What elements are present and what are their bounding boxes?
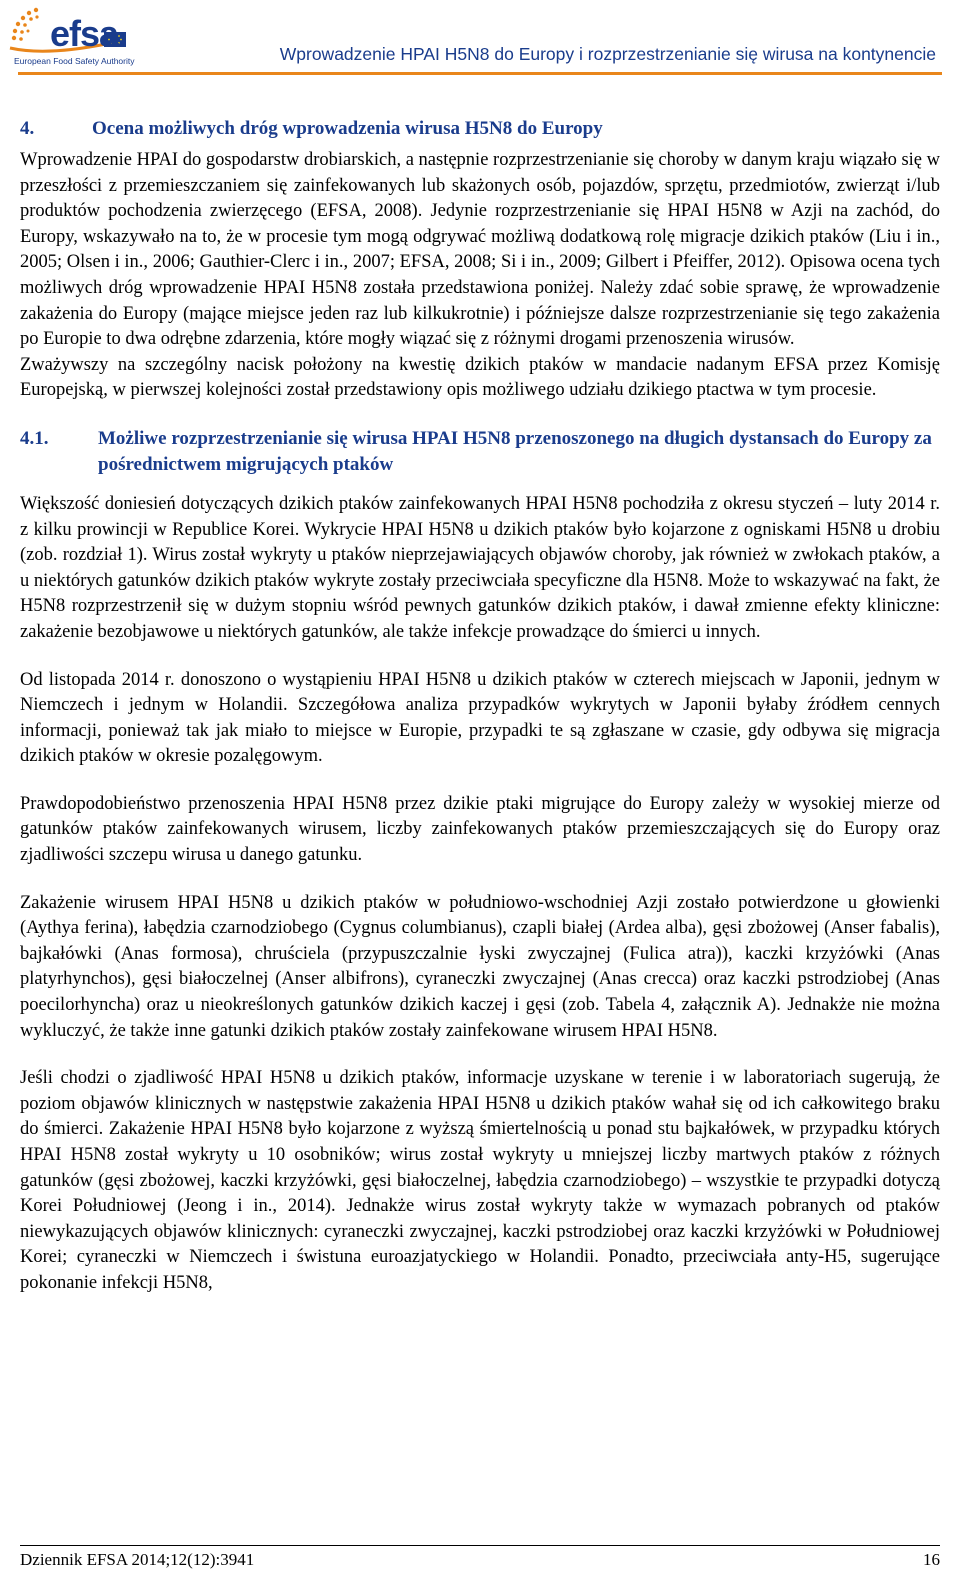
- running-head: Wprowadzenie HPAI H5N8 do Europy i rozprzestrzenianie się wirusa na kontynencie: [279, 44, 936, 64]
- paragraph: Prawdopodobieństwo przenoszenia HPAI H5N8 przez dzikie ptaki migrujące do Europy zależy w wysokiej mierze od gatunków ptaków zainfekowanych wirusem, liczby zainfekowanych ptaków przemieszczających się do Europy oraz zjadliwości szczepu wirusa u danego gatunku.: [20, 793, 940, 866]
- page-number: 16: [923, 1550, 940, 1569]
- journal-citation: Dziennik EFSA 2014;12(12):3941: [20, 1550, 255, 1569]
- paragraph: Jeśli chodzi o zjadliwość HPAI H5N8 u dzikich ptaków, informacje uzyskane w terenie i w laboratoriach sugerują, że poziom objawów klinicznych w następstwie zakażenia HPAI H5N8 u dzikich ptaków wahał się od ich całkowitego braku do śmierci. Zakażenie HPAI H5N8 było kojarzone z wyższą śmiertelnością u ponad stu bajkałówek, w przypadku których HPAI H5N8 został wykryty u 10 osobników; wirus został wykryty u mniejszej liczby martwych ptaków z różnych gatunków (gęsi zbożowej, kaczki krzyżówki, gęsi białoczelnej, łabędzia czarnodziobego) – wszystkie te przypadki dotyczą Korei Południowej (Jeong i in., 2014). Jednakże wirus został wykryty także w wymazach pobranych od ptaków niewykazujących objawów klinicznych: cyraneczki zwyczajnej, kaczki pstrodziobej oraz kaczki krzyżówki w Południowej Korei; cyraneczki w Niemczech i świstuna euroazjatyckiego w Holandii. Ponadto, przeciwciała anty-H5, sugerujące pokonanie infekcji H5N8,: [20, 1068, 940, 1293]
- page-footer: [20, 1545, 940, 1569]
- section-4-heading: [20, 116, 940, 142]
- paragraph: Zważywszy na szczególny nacisk położony na kwestię dzikich ptaków w mandacie nadanym EFSA przez Komisję Europejską, w pierwszej kolejności został przedstawiony opis możliwego udziału dzikiego ptactwa w tym procesie.: [20, 354, 940, 401]
- section-number: 4.: [20, 118, 35, 139]
- paragraph: Wprowadzenie HPAI do gospodarstw drobiarskich, a następnie rozprzestrzenianie się choroby w danym kraju wiązało się w przeszłości z przemieszczaniem się zainfekowanych lub skażonych osób, pojazdów, sprzętu, przedmiotów, zwierząt i/lub produktów pochodzenia zwierzęcego (EFSA, 2008). Jedynie rozprzestrzenianie się HPAI H5N8 w Azji na zachód, do Europy, wskazywało na to, że w procesie tym mogą odgrywać możliwą dodatkową rolę migracje dzikich ptaków (Liu i in., 2005; Olsen i in., 2006; Gauthier-Clerc i in., 2007; EFSA, 2008; Si i in., 2009; Gilbert i Pfeiffer, 2012). Opisowa ocena tych możliwych dróg wprowadzenie HPAI H5N8 została przedstawiona poniżej. Należy zdać sobie sprawę, że wprowadzenie zakażenia do Europy (mające miejsce jeden raz lub kilkukrotnie) i późniejsze dalsze rozprzestrzenianie się tego zakażenia po Europie to dwa odrębne zdarzenia, które mogły wiązać się z różnymi drogami przenoszenia wirusów.: [20, 150, 940, 350]
- section-number: 4.1.: [20, 427, 49, 449]
- logo-wordmark: efsa: [50, 13, 119, 54]
- section-title: Ocena możliwych dróg wprowadzenia wirusa H5N8 do Europy: [92, 118, 603, 139]
- logo-subtitle: European Food Safety Authority: [14, 56, 135, 66]
- efsa-logo: [6, 4, 136, 68]
- paragraph: Od listopada 2014 r. donoszono o wystąpieniu HPAI H5N8 u dzikich ptaków w czterech miejscach w Japonii, jednym w Niemczech i jednym w Holandii. Szczegółowa analiza przypadków wykrytych w Japonii byłaby źródłem cennych informacji, ponieważ tak jak miało to miejsce w Europie, przypadki te są zgłaszane w czasie, gdy odbywa się migracja dzikich ptaków w okresie pozalęgowym.: [20, 669, 940, 767]
- page-header: [0, 0, 960, 80]
- section-title: Możliwe rozprzestrzenianie się wirusa HPAI H5N8 przenoszonego na długich dystansach do Europy za pośrednictwem migrujących ptaków: [98, 427, 932, 475]
- header-rule: [18, 72, 942, 75]
- paragraph: Zakażenie wirusem HPAI H5N8 u dzikich ptaków w południowo-wschodniej Azji zostało potwierdzone u głowienki (Aythya ferina), łabędzia czarnodziobego (Cygnus columbianus), czapli białej (Ardea alba), gęsi zbożowej (Anser fabalis), bajkałówki (Anas formosa), chruściela (przypuszczalnie łyski zwyczajnej (Fulica atra)), kaczki krzyżówki (Anas platyrhynchos), gęsi białoczelnej (Anser albifrons), cyraneczki zwyczajnej (Anas crecca) oraz kaczki pstrodziobej (Anas poecilorhyncha) oraz u nieokreślonych gatunków dzikich kaczej i gęsi (zob. Tabela 4, załącznik A). Jednakże nie można wykluczyć, że także inne gatunki dzikich ptaków zostały zainfekowane wirusem HPAI H5N8.: [20, 892, 940, 1041]
- page-body: [20, 116, 940, 1297]
- section-4-1-heading: [20, 426, 940, 478]
- paragraph: Większość doniesień dotyczących dzikich ptaków zainfekowanych HPAI H5N8 pochodziła z okresu styczeń – luty 2014 r. z kilku prowincji w Republice Korei. Wykrycie HPAI H5N8 u dzikich ptaków było kojarzone z ogniskami H5N8 u drobiu (zob. rozdział 1). Wirus został wykryty u ptaków nieprzejawiających objawów choroby, jak również w zwłokach ptaków, a u niektórych gatunków dzikich ptaków wykryte zostały przeciwciała specyficzne dla H5N8. Może to wskazywać na fakt, że H5N8 rozprzestrzenił się w dużym stopniu wśród pewnych gatunków dzikich ptaków, i dawał zmienne efekty kliniczne: zakażenie bezobjawowe u niektórych gatunków, ale także infekcje prowadzące do śmierci u innych.: [20, 493, 940, 642]
